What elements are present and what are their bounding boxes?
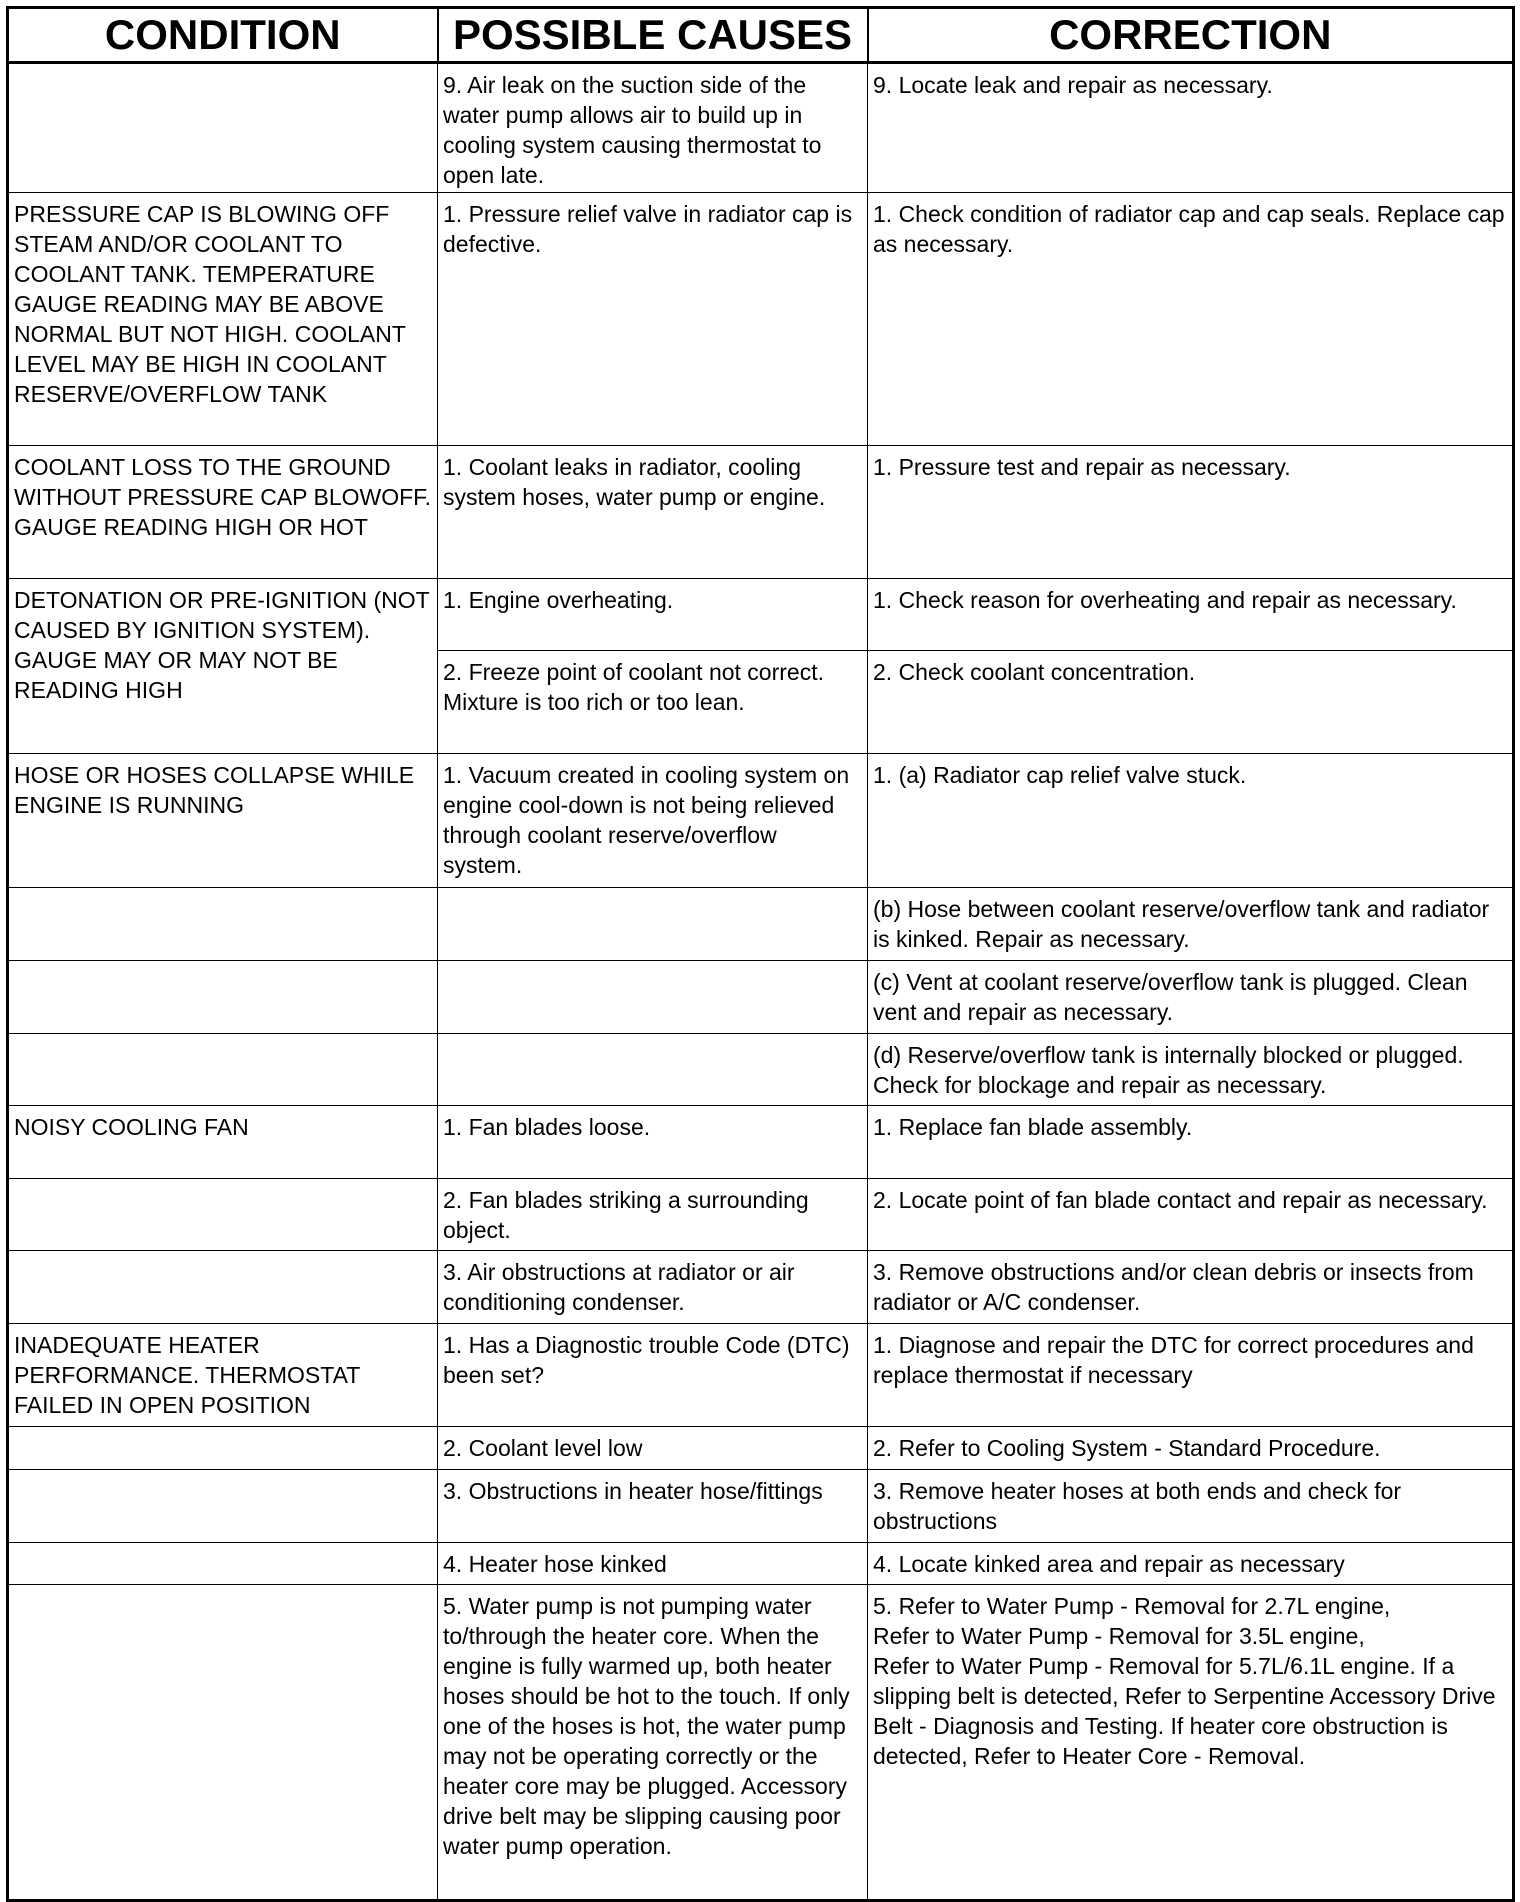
condition-cell <box>8 961 438 1034</box>
correction-cell: 2. Refer to Cooling System - Standard Procedure. <box>868 1427 1514 1470</box>
cause-cell: 2. Freeze point of coolant not correct. Mixture is too rich or too lean. <box>438 651 868 754</box>
cause-cell: 1. Engine overheating. <box>438 579 868 651</box>
correction-cell: 2. Locate point of fan blade contact and repair as necessary. <box>868 1179 1514 1251</box>
cooling-system-diagnosis-table <box>6 6 1515 1902</box>
header-correction: CORRECTION <box>868 8 1514 63</box>
table-row <box>8 1106 1514 1179</box>
table-row <box>8 446 1514 579</box>
cause-cell: 3. Air obstructions at radiator or air conditioning condenser. <box>438 1251 868 1324</box>
condition-cell <box>8 1427 438 1470</box>
correction-cell: 1. Check condition of radiator cap and cap seals. Replace cap as necessary. <box>868 193 1514 446</box>
condition-cell <box>8 1179 438 1251</box>
correction-cell: 2. Check coolant concentration. <box>868 651 1514 754</box>
header-row <box>8 8 1514 63</box>
correction-cell: 3. Remove heater hoses at both ends and check for obstructions <box>868 1470 1514 1543</box>
table-row <box>8 1543 1514 1585</box>
correction-cell: (c) Vent at coolant reserve/overflow tank is plugged. Clean vent and repair as necessary. <box>868 961 1514 1034</box>
cause-cell <box>438 961 868 1034</box>
condition-cell: HOSE OR HOSES COLLAPSE WHILE ENGINE IS RUNNING <box>8 754 438 888</box>
table-row <box>8 579 1514 651</box>
table-row <box>8 193 1514 446</box>
header-condition: CONDITION <box>8 8 438 63</box>
correction-cell: 1. Check reason for overheating and repair as necessary. <box>868 579 1514 651</box>
condition-cell <box>8 1585 438 1901</box>
correction-cell: 9. Locate leak and repair as necessary. <box>868 63 1514 193</box>
condition-cell <box>8 1034 438 1106</box>
table-row <box>8 1034 1514 1106</box>
cause-cell: 5. Water pump is not pumping water to/through the heater core. When the engine is fully warmed up, both heater hoses should be hot to the touch. If only one of the hoses is hot, the water pump may not be operating correctly or the heater core may be plugged. Accessory drive belt may be slipping causing poor water pump operation. <box>438 1585 868 1901</box>
header-possible-causes: POSSIBLE CAUSES <box>438 8 868 63</box>
cause-cell: 1. Pressure relief valve in radiator cap is defective. <box>438 193 868 446</box>
condition-cell: DETONATION OR PRE-IGNITION (NOT CAUSED BY IGNITION SYSTEM). GAUGE MAY OR MAY NOT BE READING HIGH <box>8 579 438 754</box>
correction-cell: (d) Reserve/overflow tank is internally blocked or plugged. Check for blockage and repair as necessary. <box>868 1034 1514 1106</box>
table-row <box>8 63 1514 193</box>
table-row <box>8 1251 1514 1324</box>
correction-cell: 1. (a) Radiator cap relief valve stuck. <box>868 754 1514 888</box>
cause-cell: 2. Coolant level low <box>438 1427 868 1470</box>
table-row <box>8 1427 1514 1470</box>
table-row <box>8 754 1514 888</box>
condition-cell <box>8 1251 438 1324</box>
correction-cell <box>868 1585 1514 1901</box>
cause-cell: 1. Vacuum created in cooling system on engine cool-down is not being relieved through coolant reserve/overflow system. <box>438 754 868 888</box>
correction-cell: 1. Replace fan blade assembly. <box>868 1106 1514 1179</box>
condition-cell: INADEQUATE HEATER PERFORMANCE. THERMOSTAT FAILED IN OPEN POSITION <box>8 1324 438 1427</box>
table-row <box>8 1324 1514 1427</box>
condition-cell: NOISY COOLING FAN <box>8 1106 438 1179</box>
table-row <box>8 1470 1514 1543</box>
table-row <box>8 888 1514 961</box>
correction-cell: 4. Locate kinked area and repair as necessary <box>868 1543 1514 1585</box>
cause-cell <box>438 888 868 961</box>
condition-cell <box>8 1543 438 1585</box>
correction-cell: 1. Diagnose and repair the DTC for correct procedures and replace thermostat if necessary <box>868 1324 1514 1427</box>
table-row <box>8 961 1514 1034</box>
condition-cell <box>8 888 438 961</box>
correction-text: 5. Refer to Water Pump - Removal for 2.7L engine, Refer to Water Pump - Removal for 3.5L engine, Refer to Water Pump - Removal for 5.7L/6.1L engine. If a slipping belt is detected, Refer to Serpentine Accessory Drive Belt - Diagnosis and Testing. If heater core obstruction is detected, Refer to Heater Core - Removal. <box>873 1593 1496 1769</box>
cause-cell: 1. Has a Diagnostic trouble Code (DTC) been set? <box>438 1324 868 1427</box>
cause-cell <box>438 1034 868 1106</box>
condition-cell <box>8 63 438 193</box>
cause-cell: 1. Fan blades loose. <box>438 1106 868 1179</box>
cause-cell: 3. Obstructions in heater hose/fittings <box>438 1470 868 1543</box>
cause-cell: 4. Heater hose kinked <box>438 1543 868 1585</box>
condition-cell: PRESSURE CAP IS BLOWING OFF STEAM AND/OR COOLANT TO COOLANT TANK. TEMPERATURE GAUGE READING MAY BE ABOVE NORMAL BUT NOT HIGH. COOLANT LEVEL MAY BE HIGH IN COOLANT RESERVE/OVERFLOW TANK <box>8 193 438 446</box>
table-row <box>8 1179 1514 1251</box>
cause-cell: 9. Air leak on the suction side of the water pump allows air to build up in cooling system causing thermostat to open late. <box>438 63 868 193</box>
cause-cell: 1. Coolant leaks in radiator, cooling system hoses, water pump or engine. <box>438 446 868 579</box>
condition-cell: COOLANT LOSS TO THE GROUND WITHOUT PRESSURE CAP BLOWOFF. GAUGE READING HIGH OR HOT <box>8 446 438 579</box>
correction-cell: 1. Pressure test and repair as necessary. <box>868 446 1514 579</box>
table-row <box>8 1585 1514 1901</box>
correction-cell: 3. Remove obstructions and/or clean debris or insects from radiator or A/C condenser. <box>868 1251 1514 1324</box>
diagnosis-sheet <box>6 6 1520 1890</box>
condition-cell <box>8 1470 438 1543</box>
cause-cell: 2. Fan blades striking a surrounding object. <box>438 1179 868 1251</box>
correction-cell: (b) Hose between coolant reserve/overflow tank and radiator is kinked. Repair as necessary. <box>868 888 1514 961</box>
